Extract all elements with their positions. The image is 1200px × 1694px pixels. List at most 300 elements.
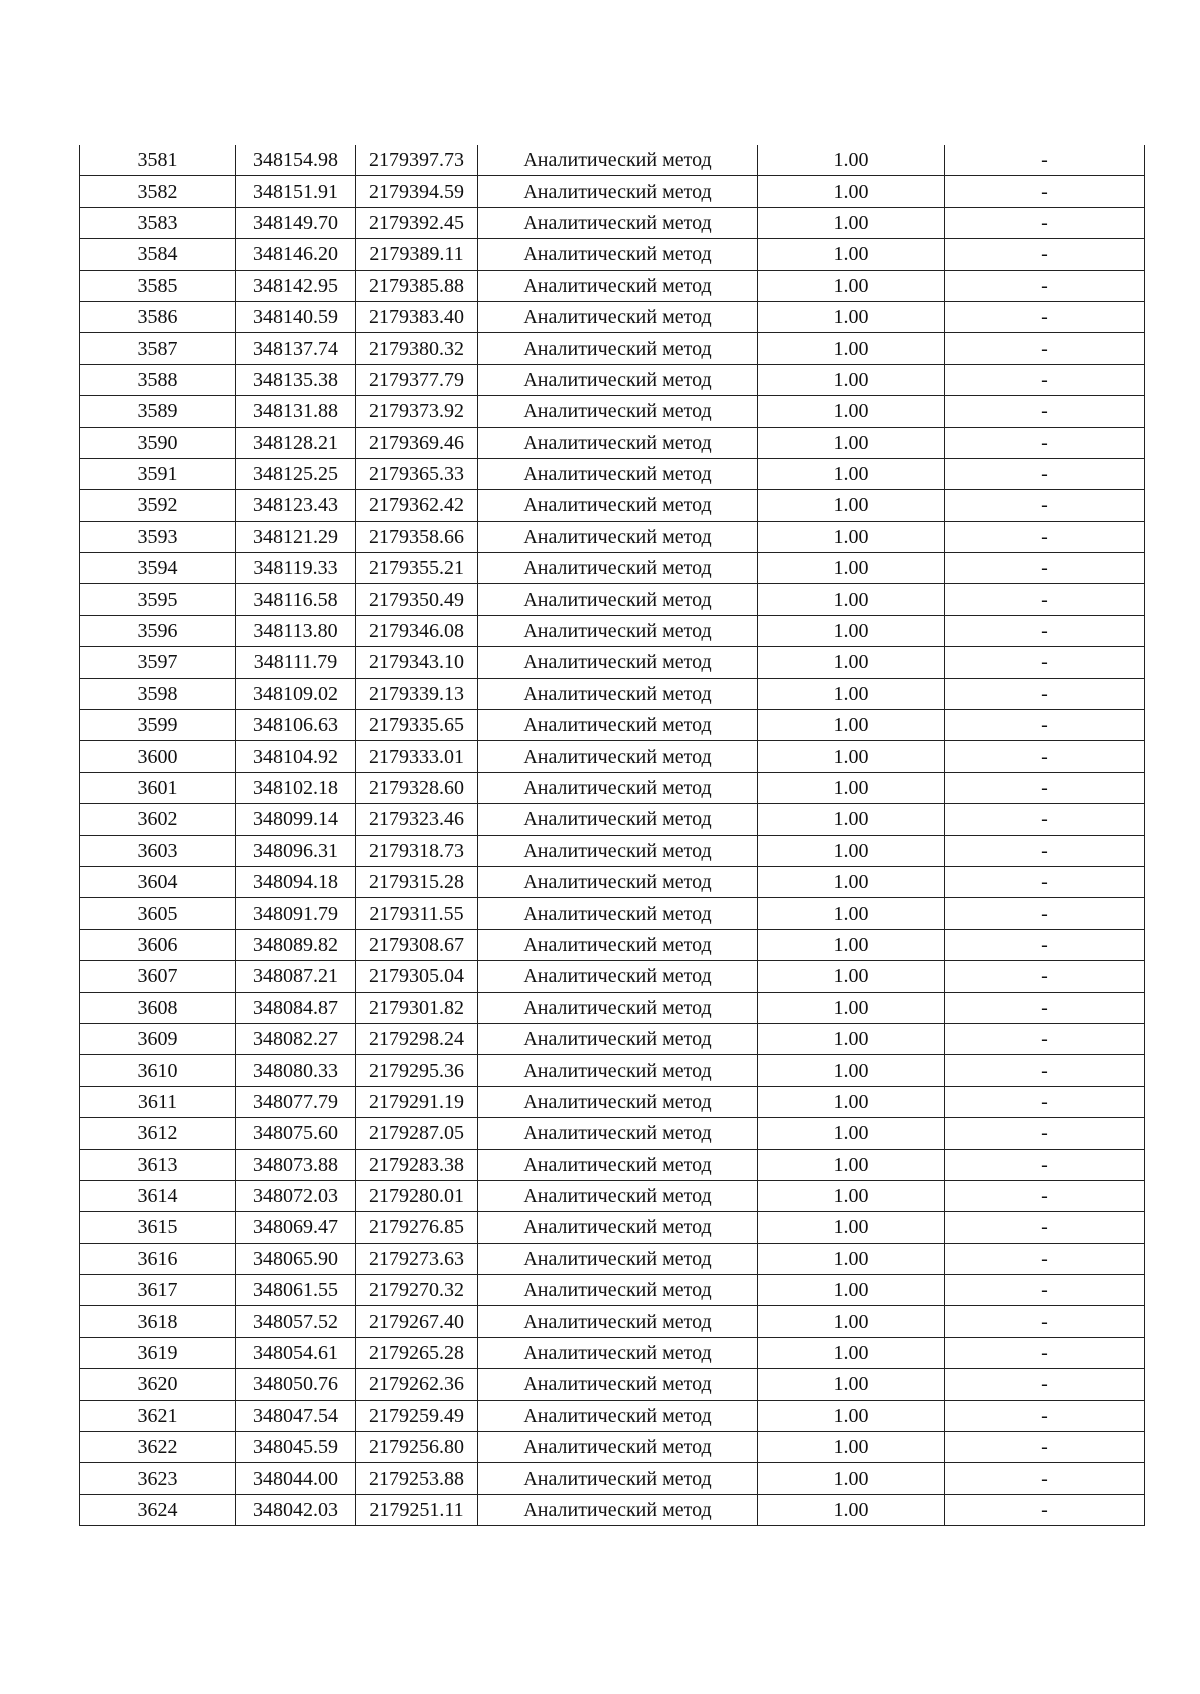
point-number-cell: 3605 (80, 898, 236, 929)
point-number-cell: 3603 (80, 835, 236, 866)
accuracy-cell: 1.00 (758, 207, 945, 238)
method-cell: Аналитический метод (478, 1212, 758, 1243)
y-coordinate-cell: 2179298.24 (356, 1023, 478, 1054)
y-coordinate-cell: 2179335.65 (356, 710, 478, 741)
note-cell: - (945, 301, 1145, 332)
y-coordinate-cell: 2179397.73 (356, 145, 478, 176)
y-coordinate-cell: 2179265.28 (356, 1337, 478, 1368)
method-cell: Аналитический метод (478, 207, 758, 238)
y-coordinate-cell: 2179377.79 (356, 364, 478, 395)
table-row (80, 1463, 1145, 1494)
method-cell: Аналитический метод (478, 804, 758, 835)
x-coordinate-cell: 348073.88 (236, 1149, 356, 1180)
accuracy-cell: 1.00 (758, 992, 945, 1023)
y-coordinate-cell: 2179369.46 (356, 427, 478, 458)
table-row (80, 1369, 1145, 1400)
y-coordinate-cell: 2179394.59 (356, 176, 478, 207)
accuracy-cell: 1.00 (758, 804, 945, 835)
note-cell: - (945, 1369, 1145, 1400)
method-cell: Аналитический метод (478, 1055, 758, 1086)
x-coordinate-cell: 348099.14 (236, 804, 356, 835)
table-row (80, 961, 1145, 992)
table-row (80, 1432, 1145, 1463)
table-row (80, 239, 1145, 270)
point-number-cell: 3604 (80, 866, 236, 897)
y-coordinate-cell: 2179333.01 (356, 741, 478, 772)
note-cell: - (945, 553, 1145, 584)
table-row (80, 741, 1145, 772)
point-number-cell: 3589 (80, 396, 236, 427)
x-coordinate-cell: 348154.98 (236, 145, 356, 176)
x-coordinate-cell: 348080.33 (236, 1055, 356, 1086)
table-row (80, 898, 1145, 929)
y-coordinate-cell: 2179273.63 (356, 1243, 478, 1274)
accuracy-cell: 1.00 (758, 647, 945, 678)
accuracy-cell: 1.00 (758, 1086, 945, 1117)
accuracy-cell: 1.00 (758, 1432, 945, 1463)
x-coordinate-cell: 348044.00 (236, 1463, 356, 1494)
accuracy-cell: 1.00 (758, 898, 945, 929)
point-number-cell: 3590 (80, 427, 236, 458)
x-coordinate-cell: 348096.31 (236, 835, 356, 866)
note-cell: - (945, 584, 1145, 615)
note-cell: - (945, 270, 1145, 301)
note-cell: - (945, 615, 1145, 646)
method-cell: Аналитический метод (478, 396, 758, 427)
accuracy-cell: 1.00 (758, 929, 945, 960)
x-coordinate-cell: 348065.90 (236, 1243, 356, 1274)
point-number-cell: 3598 (80, 678, 236, 709)
method-cell: Аналитический метод (478, 1494, 758, 1525)
method-cell: Аналитический метод (478, 490, 758, 521)
x-coordinate-cell: 348094.18 (236, 866, 356, 897)
method-cell: Аналитический метод (478, 584, 758, 615)
note-cell: - (945, 521, 1145, 552)
method-cell: Аналитический метод (478, 176, 758, 207)
x-coordinate-cell: 348084.87 (236, 992, 356, 1023)
point-number-cell: 3591 (80, 458, 236, 489)
x-coordinate-cell: 348128.21 (236, 427, 356, 458)
accuracy-cell: 1.00 (758, 741, 945, 772)
table-row (80, 427, 1145, 458)
accuracy-cell: 1.00 (758, 301, 945, 332)
y-coordinate-cell: 2179280.01 (356, 1180, 478, 1211)
method-cell: Аналитический метод (478, 427, 758, 458)
note-cell: - (945, 427, 1145, 458)
table-row (80, 1149, 1145, 1180)
table-row (80, 458, 1145, 489)
point-number-cell: 3595 (80, 584, 236, 615)
note-cell: - (945, 176, 1145, 207)
y-coordinate-cell: 2179385.88 (356, 270, 478, 301)
y-coordinate-cell: 2179339.13 (356, 678, 478, 709)
point-number-cell: 3612 (80, 1118, 236, 1149)
point-number-cell: 3594 (80, 553, 236, 584)
y-coordinate-cell: 2179346.08 (356, 615, 478, 646)
x-coordinate-cell: 348142.95 (236, 270, 356, 301)
y-coordinate-cell: 2179256.80 (356, 1432, 478, 1463)
note-cell: - (945, 1494, 1145, 1525)
method-cell: Аналитический метод (478, 710, 758, 741)
note-cell: - (945, 1306, 1145, 1337)
method-cell: Аналитический метод (478, 1149, 758, 1180)
x-coordinate-cell: 348089.82 (236, 929, 356, 960)
method-cell: Аналитический метод (478, 741, 758, 772)
note-cell: - (945, 1118, 1145, 1149)
point-number-cell: 3601 (80, 772, 236, 803)
point-number-cell: 3602 (80, 804, 236, 835)
table-row (80, 615, 1145, 646)
method-cell: Аналитический метод (478, 1086, 758, 1117)
accuracy-cell: 1.00 (758, 1400, 945, 1431)
x-coordinate-cell: 348091.79 (236, 898, 356, 929)
accuracy-cell: 1.00 (758, 1243, 945, 1274)
method-cell: Аналитический метод (478, 553, 758, 584)
y-coordinate-cell: 2179358.66 (356, 521, 478, 552)
point-number-cell: 3588 (80, 364, 236, 395)
method-cell: Аналитический метод (478, 270, 758, 301)
y-coordinate-cell: 2179305.04 (356, 961, 478, 992)
point-number-cell: 3597 (80, 647, 236, 678)
x-coordinate-cell: 348077.79 (236, 1086, 356, 1117)
y-coordinate-cell: 2179295.36 (356, 1055, 478, 1086)
x-coordinate-cell: 348146.20 (236, 239, 356, 270)
point-number-cell: 3586 (80, 301, 236, 332)
accuracy-cell: 1.00 (758, 364, 945, 395)
note-cell: - (945, 1400, 1145, 1431)
accuracy-cell: 1.00 (758, 1212, 945, 1243)
note-cell: - (945, 647, 1145, 678)
table-row (80, 1086, 1145, 1117)
point-number-cell: 3616 (80, 1243, 236, 1274)
method-cell: Аналитический метод (478, 1118, 758, 1149)
accuracy-cell: 1.00 (758, 710, 945, 741)
note-cell: - (945, 1463, 1145, 1494)
note-cell: - (945, 1432, 1145, 1463)
table-row (80, 207, 1145, 238)
y-coordinate-cell: 2179380.32 (356, 333, 478, 364)
accuracy-cell: 1.00 (758, 1180, 945, 1211)
note-cell: - (945, 1180, 1145, 1211)
note-cell: - (945, 866, 1145, 897)
accuracy-cell: 1.00 (758, 961, 945, 992)
table-row (80, 804, 1145, 835)
x-coordinate-cell: 348123.43 (236, 490, 356, 521)
y-coordinate-cell: 2179283.38 (356, 1149, 478, 1180)
accuracy-cell: 1.00 (758, 427, 945, 458)
point-number-cell: 3592 (80, 490, 236, 521)
method-cell: Аналитический метод (478, 1432, 758, 1463)
note-cell: - (945, 678, 1145, 709)
table-row (80, 1023, 1145, 1054)
point-number-cell: 3585 (80, 270, 236, 301)
note-cell: - (945, 961, 1145, 992)
point-number-cell: 3583 (80, 207, 236, 238)
accuracy-cell: 1.00 (758, 1306, 945, 1337)
table-row (80, 1243, 1145, 1274)
table-row (80, 553, 1145, 584)
table-row (80, 866, 1145, 897)
table-row (80, 1212, 1145, 1243)
table-row (80, 929, 1145, 960)
table-row (80, 772, 1145, 803)
point-number-cell: 3622 (80, 1432, 236, 1463)
x-coordinate-cell: 348045.59 (236, 1432, 356, 1463)
method-cell: Аналитический метод (478, 521, 758, 552)
accuracy-cell: 1.00 (758, 490, 945, 521)
table-row (80, 521, 1145, 552)
table-row (80, 647, 1145, 678)
point-number-cell: 3599 (80, 710, 236, 741)
x-coordinate-cell: 348140.59 (236, 301, 356, 332)
point-number-cell: 3619 (80, 1337, 236, 1368)
accuracy-cell: 1.00 (758, 1463, 945, 1494)
point-number-cell: 3610 (80, 1055, 236, 1086)
note-cell: - (945, 1275, 1145, 1306)
x-coordinate-cell: 348119.33 (236, 553, 356, 584)
method-cell: Аналитический метод (478, 458, 758, 489)
table-row (80, 301, 1145, 332)
accuracy-cell: 1.00 (758, 615, 945, 646)
note-cell: - (945, 490, 1145, 521)
note-cell: - (945, 741, 1145, 772)
y-coordinate-cell: 2179291.19 (356, 1086, 478, 1117)
point-number-cell: 3582 (80, 176, 236, 207)
x-coordinate-cell: 348106.63 (236, 710, 356, 741)
x-coordinate-cell: 348131.88 (236, 396, 356, 427)
table-row (80, 1118, 1145, 1149)
x-coordinate-cell: 348121.29 (236, 521, 356, 552)
y-coordinate-cell: 2179389.11 (356, 239, 478, 270)
method-cell: Аналитический метод (478, 1243, 758, 1274)
point-number-cell: 3596 (80, 615, 236, 646)
accuracy-cell: 1.00 (758, 772, 945, 803)
accuracy-cell: 1.00 (758, 1118, 945, 1149)
point-number-cell: 3584 (80, 239, 236, 270)
table-row (80, 176, 1145, 207)
x-coordinate-cell: 348109.02 (236, 678, 356, 709)
note-cell: - (945, 992, 1145, 1023)
point-number-cell: 3617 (80, 1275, 236, 1306)
point-number-cell: 3609 (80, 1023, 236, 1054)
point-number-cell: 3624 (80, 1494, 236, 1525)
coordinates-table (79, 145, 1145, 1526)
note-cell: - (945, 1023, 1145, 1054)
x-coordinate-cell: 348137.74 (236, 333, 356, 364)
x-coordinate-cell: 348057.52 (236, 1306, 356, 1337)
method-cell: Аналитический метод (478, 929, 758, 960)
method-cell: Аналитический метод (478, 772, 758, 803)
method-cell: Аналитический метод (478, 239, 758, 270)
table-row (80, 490, 1145, 521)
accuracy-cell: 1.00 (758, 584, 945, 615)
y-coordinate-cell: 2179343.10 (356, 647, 478, 678)
x-coordinate-cell: 348149.70 (236, 207, 356, 238)
y-coordinate-cell: 2179253.88 (356, 1463, 478, 1494)
method-cell: Аналитический метод (478, 615, 758, 646)
accuracy-cell: 1.00 (758, 553, 945, 584)
accuracy-cell: 1.00 (758, 458, 945, 489)
method-cell: Аналитический метод (478, 835, 758, 866)
point-number-cell: 3618 (80, 1306, 236, 1337)
y-coordinate-cell: 2179308.67 (356, 929, 478, 960)
point-number-cell: 3587 (80, 333, 236, 364)
y-coordinate-cell: 2179392.45 (356, 207, 478, 238)
table-row (80, 710, 1145, 741)
x-coordinate-cell: 348047.54 (236, 1400, 356, 1431)
method-cell: Аналитический метод (478, 1180, 758, 1211)
y-coordinate-cell: 2179276.85 (356, 1212, 478, 1243)
point-number-cell: 3620 (80, 1369, 236, 1400)
note-cell: - (945, 710, 1145, 741)
y-coordinate-cell: 2179373.92 (356, 396, 478, 427)
note-cell: - (945, 458, 1145, 489)
y-coordinate-cell: 2179365.33 (356, 458, 478, 489)
x-coordinate-cell: 348082.27 (236, 1023, 356, 1054)
y-coordinate-cell: 2179267.40 (356, 1306, 478, 1337)
table-row (80, 1055, 1145, 1086)
y-coordinate-cell: 2179287.05 (356, 1118, 478, 1149)
method-cell: Аналитический метод (478, 1400, 758, 1431)
x-coordinate-cell: 348102.18 (236, 772, 356, 803)
y-coordinate-cell: 2179383.40 (356, 301, 478, 332)
y-coordinate-cell: 2179311.55 (356, 898, 478, 929)
note-cell: - (945, 1055, 1145, 1086)
accuracy-cell: 1.00 (758, 521, 945, 552)
note-cell: - (945, 364, 1145, 395)
y-coordinate-cell: 2179350.49 (356, 584, 478, 615)
accuracy-cell: 1.00 (758, 1055, 945, 1086)
method-cell: Аналитический метод (478, 647, 758, 678)
accuracy-cell: 1.00 (758, 239, 945, 270)
method-cell: Аналитический метод (478, 678, 758, 709)
point-number-cell: 3615 (80, 1212, 236, 1243)
note-cell: - (945, 1212, 1145, 1243)
coordinates-table-body (80, 145, 1145, 1526)
accuracy-cell: 1.00 (758, 1494, 945, 1525)
note-cell: - (945, 772, 1145, 803)
y-coordinate-cell: 2179270.32 (356, 1275, 478, 1306)
x-coordinate-cell: 348151.91 (236, 176, 356, 207)
x-coordinate-cell: 348135.38 (236, 364, 356, 395)
x-coordinate-cell: 348125.25 (236, 458, 356, 489)
method-cell: Аналитический метод (478, 898, 758, 929)
note-cell: - (945, 1337, 1145, 1368)
accuracy-cell: 1.00 (758, 866, 945, 897)
accuracy-cell: 1.00 (758, 176, 945, 207)
y-coordinate-cell: 2179315.28 (356, 866, 478, 897)
table-row (80, 1494, 1145, 1525)
method-cell: Аналитический метод (478, 364, 758, 395)
method-cell: Аналитический метод (478, 866, 758, 897)
point-number-cell: 3593 (80, 521, 236, 552)
method-cell: Аналитический метод (478, 1337, 758, 1368)
method-cell: Аналитический метод (478, 1369, 758, 1400)
note-cell: - (945, 1243, 1145, 1274)
accuracy-cell: 1.00 (758, 1369, 945, 1400)
table-row (80, 835, 1145, 866)
x-coordinate-cell: 348042.03 (236, 1494, 356, 1525)
method-cell: Аналитический метод (478, 1023, 758, 1054)
point-number-cell: 3611 (80, 1086, 236, 1117)
note-cell: - (945, 835, 1145, 866)
y-coordinate-cell: 2179262.36 (356, 1369, 478, 1400)
table-row (80, 333, 1145, 364)
method-cell: Аналитический метод (478, 992, 758, 1023)
x-coordinate-cell: 348072.03 (236, 1180, 356, 1211)
accuracy-cell: 1.00 (758, 678, 945, 709)
x-coordinate-cell: 348104.92 (236, 741, 356, 772)
table-row (80, 1275, 1145, 1306)
point-number-cell: 3606 (80, 929, 236, 960)
accuracy-cell: 1.00 (758, 270, 945, 301)
y-coordinate-cell: 2179355.21 (356, 553, 478, 584)
table-row (80, 1306, 1145, 1337)
accuracy-cell: 1.00 (758, 333, 945, 364)
x-coordinate-cell: 348054.61 (236, 1337, 356, 1368)
method-cell: Аналитический метод (478, 1463, 758, 1494)
y-coordinate-cell: 2179362.42 (356, 490, 478, 521)
x-coordinate-cell: 348116.58 (236, 584, 356, 615)
y-coordinate-cell: 2179323.46 (356, 804, 478, 835)
x-coordinate-cell: 348061.55 (236, 1275, 356, 1306)
x-coordinate-cell: 348050.76 (236, 1369, 356, 1400)
x-coordinate-cell: 348111.79 (236, 647, 356, 678)
x-coordinate-cell: 348075.60 (236, 1118, 356, 1149)
note-cell: - (945, 239, 1145, 270)
note-cell: - (945, 1086, 1145, 1117)
table-row (80, 584, 1145, 615)
accuracy-cell: 1.00 (758, 1023, 945, 1054)
x-coordinate-cell: 348069.47 (236, 1212, 356, 1243)
x-coordinate-cell: 348113.80 (236, 615, 356, 646)
y-coordinate-cell: 2179318.73 (356, 835, 478, 866)
x-coordinate-cell: 348087.21 (236, 961, 356, 992)
point-number-cell: 3623 (80, 1463, 236, 1494)
accuracy-cell: 1.00 (758, 835, 945, 866)
table-row (80, 145, 1145, 176)
note-cell: - (945, 333, 1145, 364)
point-number-cell: 3607 (80, 961, 236, 992)
note-cell: - (945, 804, 1145, 835)
point-number-cell: 3614 (80, 1180, 236, 1211)
note-cell: - (945, 898, 1145, 929)
method-cell: Аналитический метод (478, 145, 758, 176)
accuracy-cell: 1.00 (758, 145, 945, 176)
table-row (80, 364, 1145, 395)
accuracy-cell: 1.00 (758, 1337, 945, 1368)
y-coordinate-cell: 2179301.82 (356, 992, 478, 1023)
table-row (80, 270, 1145, 301)
note-cell: - (945, 1149, 1145, 1180)
table-row (80, 678, 1145, 709)
method-cell: Аналитический метод (478, 1306, 758, 1337)
note-cell: - (945, 396, 1145, 427)
y-coordinate-cell: 2179251.11 (356, 1494, 478, 1525)
y-coordinate-cell: 2179259.49 (356, 1400, 478, 1431)
method-cell: Аналитический метод (478, 301, 758, 332)
note-cell: - (945, 145, 1145, 176)
accuracy-cell: 1.00 (758, 1149, 945, 1180)
table-row (80, 1400, 1145, 1431)
table-row (80, 1337, 1145, 1368)
point-number-cell: 3613 (80, 1149, 236, 1180)
y-coordinate-cell: 2179328.60 (356, 772, 478, 803)
point-number-cell: 3600 (80, 741, 236, 772)
note-cell: - (945, 207, 1145, 238)
accuracy-cell: 1.00 (758, 1275, 945, 1306)
table-row (80, 992, 1145, 1023)
